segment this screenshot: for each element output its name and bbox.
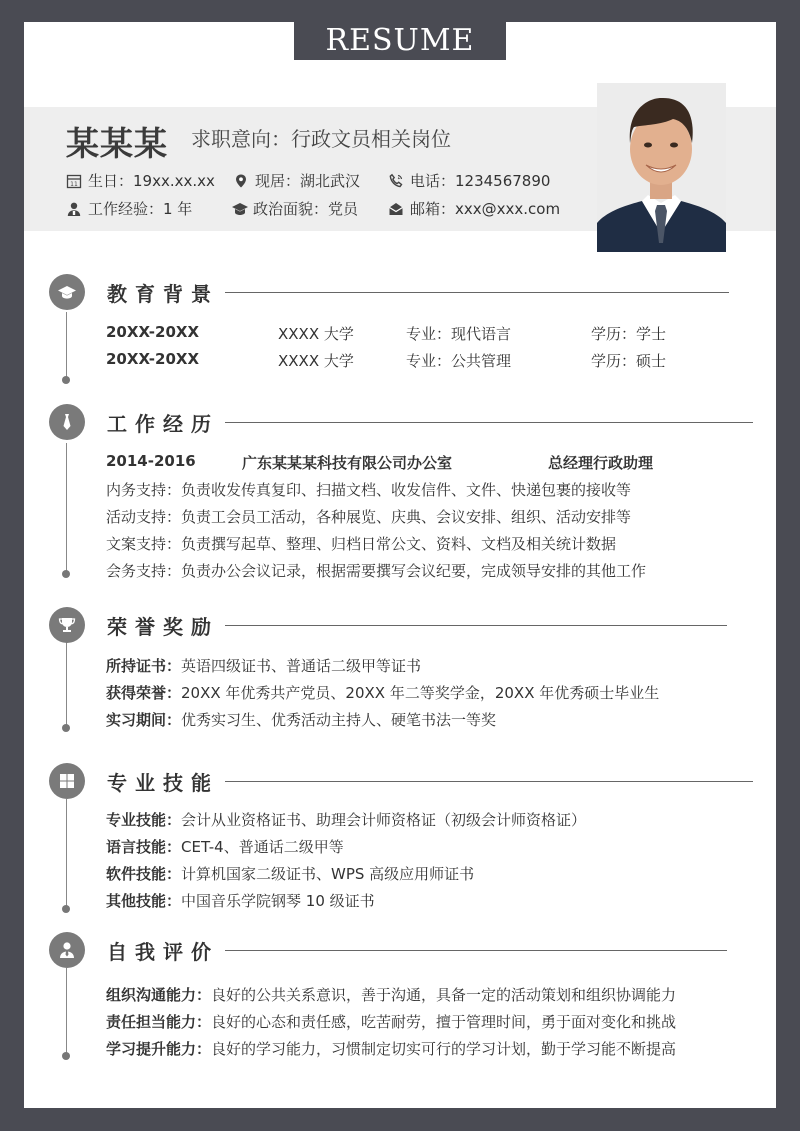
self-label: 学习提升能力： <box>106 1040 212 1058</box>
email-text: 邮箱：xxx@xxx.com <box>410 200 561 218</box>
section-divider <box>225 292 729 293</box>
info-birthday <box>66 170 215 191</box>
skill-item <box>106 890 375 911</box>
skill-label: 软件技能： <box>106 865 182 883</box>
timeline-dot <box>62 1052 70 1060</box>
user-badge-icon <box>66 201 82 217</box>
phone-icon <box>388 173 404 189</box>
timeline-honors <box>66 640 67 726</box>
edu-major: 专业：现代语言 <box>406 325 512 343</box>
skill-text: 中国音乐学院钢琴 10 级证书 <box>181 892 375 910</box>
calendar-icon <box>66 173 82 189</box>
work-duty: 文案支持：负责撰写起草、整理、归档日常公文、资料、文档及相关统计数据 <box>106 535 617 553</box>
section-divider <box>225 950 727 951</box>
self-text: 良好的公共关系意识，善于沟通，具备一定的活动策划和组织协调能力 <box>211 986 677 1004</box>
skill-item <box>106 863 474 884</box>
self-item <box>106 984 676 1005</box>
resume-page <box>24 22 776 1108</box>
honor-item <box>106 709 496 730</box>
section-education-header <box>49 274 729 314</box>
timeline-self <box>66 968 67 1054</box>
edu-school: XXXX 大学 <box>278 325 354 343</box>
honor-text: 英语四级证书、普通话二级甲等证书 <box>181 657 422 675</box>
honor-item <box>106 682 659 703</box>
edu-degree: 学历：硕士 <box>591 352 667 370</box>
section-skills-header <box>49 763 729 803</box>
section-title-skills: 专业技能 <box>107 771 219 795</box>
skill-label: 语言技能： <box>106 838 182 856</box>
edu-period: 20XX-20XX <box>106 350 200 368</box>
skill-text: 计算机国家二级证书、WPS 高级应用师证书 <box>181 865 475 883</box>
timeline-education <box>66 312 67 378</box>
graduation-cap-icon <box>49 274 85 310</box>
timeline-dot <box>62 724 70 732</box>
svg-text:11: 11 <box>70 180 78 188</box>
skill-text: CET-4、普通话二级甲等 <box>181 838 344 856</box>
self-text: 良好的心态和责任感，吃苦耐劳，擅于管理时间，勇于面对变化和挑战 <box>211 1013 677 1031</box>
section-honors-header <box>49 607 729 647</box>
section-title-honors: 荣誉奖励 <box>107 615 219 639</box>
info-residence <box>233 170 360 191</box>
birthday-text: 生日：19xx.xx.xx <box>88 172 215 190</box>
edu-degree: 学历：学士 <box>591 325 667 343</box>
mail-icon <box>388 201 404 217</box>
work-duty: 内务支持：负责收发传真复印、扫描文档、收发信件、文件、快递包裹的接收等 <box>106 481 632 499</box>
work-period: 2014-2016 <box>106 452 196 470</box>
politics-text: 政治面貌：党员 <box>253 200 359 218</box>
info-phone <box>388 170 550 191</box>
work-position: 总经理行政助理 <box>548 454 654 472</box>
timeline-dot <box>62 570 70 578</box>
honor-label: 实习期间： <box>106 711 182 729</box>
info-email <box>388 198 560 219</box>
timeline-work <box>66 443 67 572</box>
experience-text: 工作经验：1 年 <box>88 200 193 218</box>
skill-text: 会计从业资格证书、助理会计师资格证（初级会计师资格证） <box>181 811 587 829</box>
location-pin-icon <box>233 173 249 189</box>
tie-icon <box>49 404 85 440</box>
self-text: 良好的学习能力，习惯制定切实可行的学习计划，勤于学习能不断提高 <box>211 1040 677 1058</box>
work-duty: 活动支持：负责工会员工活动，各种展览、庆典、会议安排、组织、活动安排等 <box>106 508 632 526</box>
timeline-dot <box>62 376 70 384</box>
skill-label: 其他技能： <box>106 892 182 910</box>
timeline-skills <box>66 799 67 907</box>
edu-school: XXXX 大学 <box>278 352 354 370</box>
section-divider <box>225 781 753 782</box>
honor-label: 获得荣誉： <box>106 684 182 702</box>
edu-period: 20XX-20XX <box>106 323 200 341</box>
self-item <box>106 1038 676 1059</box>
section-self-header <box>49 932 729 972</box>
phone-text: 电话：1234567890 <box>410 172 551 190</box>
residence-text: 现居：湖北武汉 <box>255 172 361 190</box>
section-title-self: 自我评价 <box>107 940 219 964</box>
work-duty: 会务支持：负责办公会议记录，根据需要撰写会议纪要，完成领导安排的其他工作 <box>106 562 647 580</box>
user-icon <box>49 932 85 968</box>
profile-photo <box>597 83 726 252</box>
job-intent: 求职意向：行政文员相关岗位 <box>191 127 451 151</box>
skill-item <box>106 809 586 830</box>
honor-text: 20XX 年优秀共产党员、20XX 年二等奖学金，20XX 年优秀硕士毕业生 <box>181 684 660 702</box>
candidate-name: 某某某 <box>66 124 168 163</box>
honor-item <box>106 655 421 676</box>
skill-item <box>106 836 344 857</box>
info-experience <box>66 198 192 219</box>
edu-major: 专业：公共管理 <box>406 352 512 370</box>
section-title-education: 教育背景 <box>107 282 219 306</box>
skill-label: 专业技能： <box>106 811 182 829</box>
self-item <box>106 1011 676 1032</box>
self-label: 责任担当能力： <box>106 1013 212 1031</box>
resume-title: RESUME <box>294 22 506 60</box>
graduation-cap-icon <box>231 201 247 217</box>
self-label: 组织沟通能力： <box>106 986 212 1004</box>
honor-text: 优秀实习生、优秀活动主持人、硬笔书法一等奖 <box>181 711 497 729</box>
section-title-work: 工作经历 <box>107 412 219 436</box>
section-work-header <box>49 404 729 444</box>
trophy-icon <box>49 607 85 643</box>
timeline-dot <box>62 905 70 913</box>
section-divider <box>225 625 727 626</box>
windows-icon <box>49 763 85 799</box>
work-company: 广东某某某科技有限公司办公室 <box>242 454 453 472</box>
info-politics <box>231 198 358 219</box>
honor-label: 所持证书： <box>106 657 182 675</box>
section-divider <box>225 422 753 423</box>
